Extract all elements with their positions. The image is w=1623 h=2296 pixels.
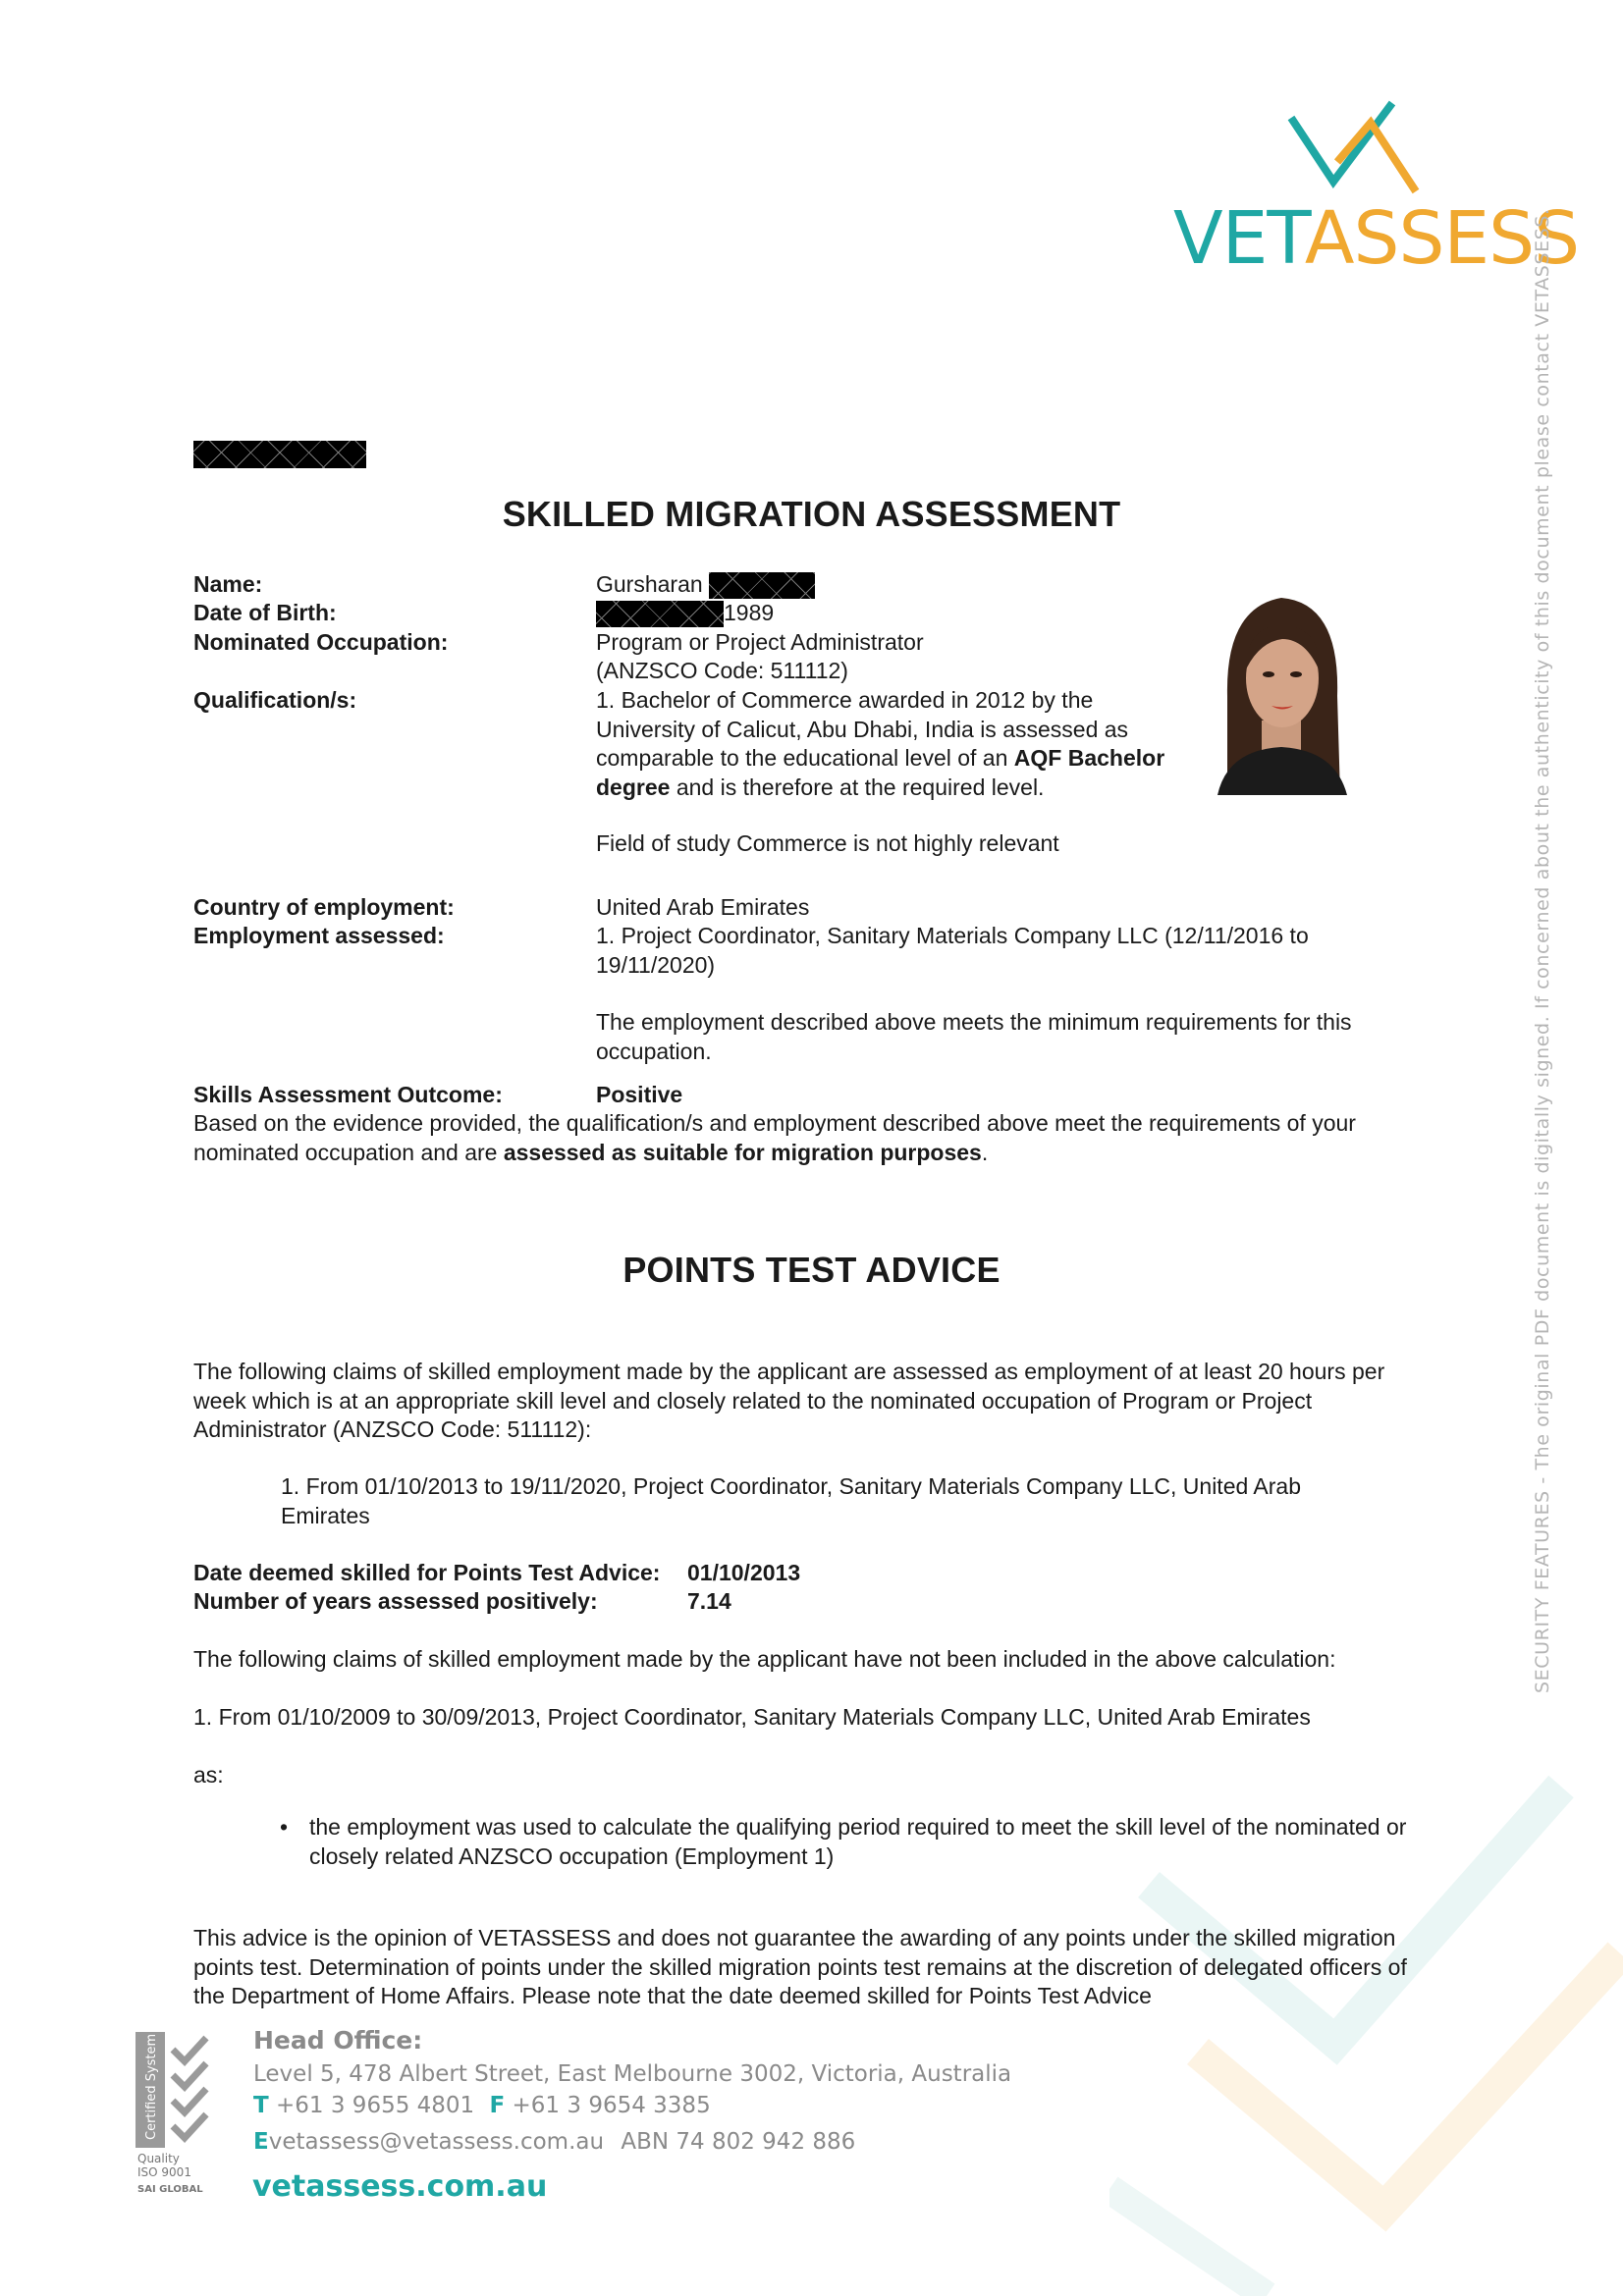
logo-wordmark-vet: VET [1173,196,1305,281]
redacted-reference [193,441,366,468]
redacted-dob [596,601,724,627]
disclaimer: This advice is the opinion of VETASSESS and does not guarantee the awarding of any points under the skilled migration points test. Determination of points under the skilled migration points test remains at the discretion of delegated officers of the Department of Home Affairs. Please note that the date deemed skilled for Points Test Advice [193,1925,1407,2008]
cert-label: Certified System [144,2033,159,2140]
cert-iso: ISO 9001 [137,2165,191,2179]
field-of-study: Field of study Commerce is not highly relevant [596,830,1059,856]
email-link[interactable]: vetassess@vetassess.com.au [268,2129,605,2155]
date-deemed-value: 01/10/2013 [687,1560,801,1585]
logo-wordmark-assess: ASSESS [1304,196,1580,281]
employment-note: The employment described above meets the minimum requirements for this occupation. [596,1009,1352,1064]
employment-label: Employment assessed: [193,923,445,948]
contact-email-line [253,2129,855,2155]
dob-label: Date of Birth: [193,600,337,625]
head-office-label: Head Office: [253,2026,423,2055]
date-deemed-label: Date deemed skilled for Points Test Advice: [193,1560,661,1585]
cert-details [137,2152,203,2197]
qualification-text-end: and is therefore at the required level. [670,774,1045,800]
applicant-photo [1198,578,1366,795]
cert-quality: Quality [137,2152,180,2165]
outcome-value: Positive [596,1082,683,1107]
page-title: SKILLED MIGRATION ASSESSMENT [502,494,1121,534]
points-intro: The following claims of skilled employment made by the applicant are assessed as employment of at least 20 hours per week which is at an appropriate skill level and closely related to the nominated occupation of Program or Project Administrator (ANZSCO Code: 511112): [193,1359,1385,1442]
outcome-text: Based on the evidence provided, the qualification/s and employment described above meet the requirements of your nominated occupation and are [193,1110,1356,1165]
years-assessed-label: Number of years assessed positively: [193,1588,598,1614]
occupation-label: Nominated Occupation: [193,629,449,655]
outcome-label: Skills Assessment Outcome: [193,1082,503,1107]
phone-number[interactable]: +61 3 9655 4801 [276,2093,475,2118]
contact-phone-line [253,2093,711,2118]
qualification-text: 1. Bachelor of Commerce awarded in 2012 by the University of Calicut, Abu Dhabi, India is assessed as comparable to the educational level of an [596,687,1129,771]
qualification-level: AQF Bachelor degree [596,745,1165,800]
phone-icon: T [253,2093,269,2118]
head-office-address: Level 5, 478 Albert Street, East Melbourne 3002, Victoria, Australia [253,2061,1012,2087]
website-link[interactable]: vetassess.com.au [252,2169,548,2204]
qualification-value [596,686,1180,802]
cert-sai-global: SAI GLOBAL [137,2184,203,2195]
years-assessed-value: 7.14 [687,1588,731,1614]
employment-value: 1. Project Coordinator, Sanitary Materials Company LLC (12/11/2016 to 19/11/2020) [596,923,1309,978]
iso-certification-badge [135,2032,216,2204]
name-value-text: Gursharan [596,571,703,597]
exclusion-reason-bullet: • the employment was used to calculate the qualifying period required to meet the skill level of the nominated or closely related ANZSCO occupation (Employment 1) [309,1813,1429,1871]
fax-number: +61 3 9654 3385 [512,2093,711,2118]
qualification-label: Qualification/s: [193,687,357,713]
excluded-intro: The following claims of skilled employment made by the applicant have not been included in the above calculation: [193,1646,1336,1672]
abn: ABN 74 802 942 886 [621,2129,856,2155]
anzsco-code: (ANZSCO Code: 511112) [596,658,848,683]
as-label: as: [193,1762,224,1788]
dob-value [596,599,774,628]
fax-icon: F [489,2093,506,2118]
country-value: United Arab Emirates [596,894,810,920]
points-claim-1: 1. From 01/10/2013 to 19/11/2020, Project Coordinator, Sanitary Materials Company LLC, United Arab Emirates [281,1473,1301,1528]
security-watermark: SECURITY FEATURES - The original PDF document is digitally signed. If concerned about the authenticity of this document please contact VETASSESS. [1532,208,1553,1693]
logo-chevron-icon [1276,93,1424,201]
vetassess-logo [1173,93,1580,281]
outcome-text-end: . [981,1139,989,1165]
points-title: POINTS TEST ADVICE [622,1250,1001,1290]
country-label: Country of employment: [193,894,455,920]
logo-wordmark [1173,196,1580,281]
email-icon: E [253,2129,269,2155]
excluded-claim-1: 1. From 01/10/2009 to 30/09/2013, Project Coordinator, Sanitary Materials Company LLC, United Arab Emirates [193,1704,1311,1730]
name-value [596,570,815,600]
occupation-value: Program or Project Administrator [596,629,924,655]
dob-year: 1989 [724,600,775,625]
redacted-surname [709,572,815,599]
name-label: Name: [193,571,263,597]
outcome-statement [193,1109,1421,1167]
certified-system-icon [135,2032,212,2150]
outcome-emphasis: assessed as suitable for migration purposes [503,1139,982,1165]
